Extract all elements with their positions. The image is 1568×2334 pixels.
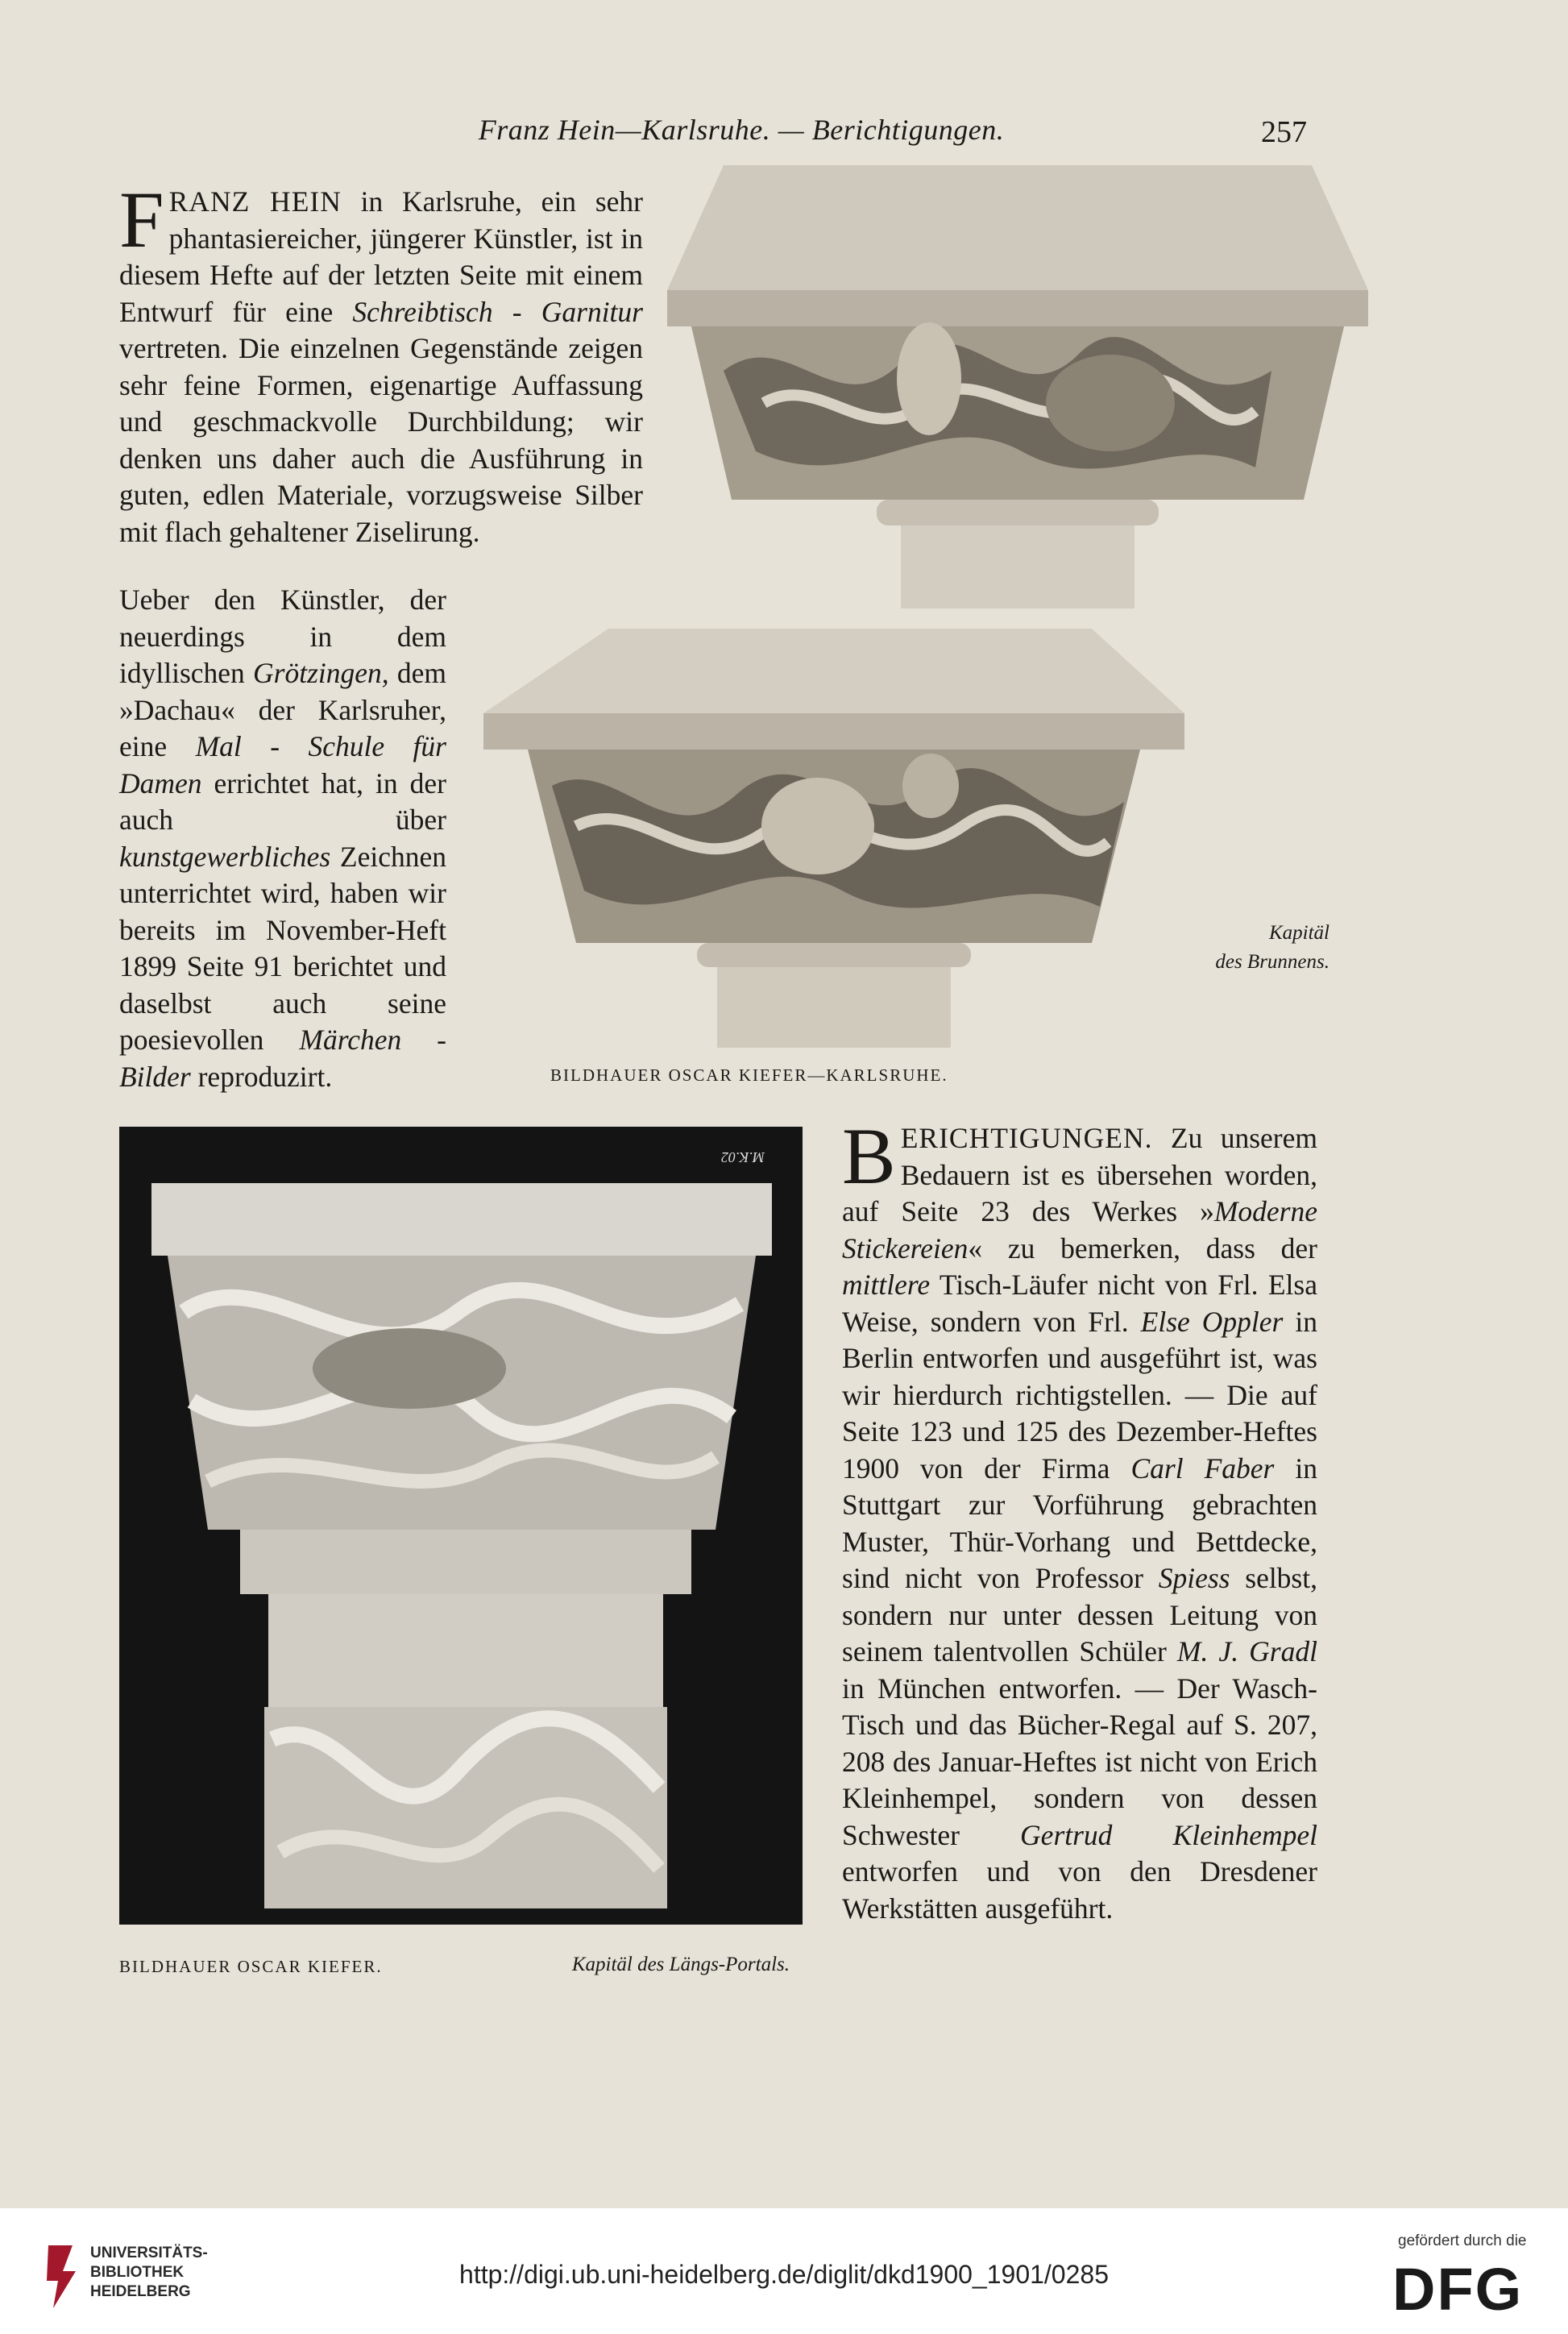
caption-artist-bottom: BILDHAUER OSCAR KIEFER. <box>119 1957 383 1976</box>
plate-mark: M.K.02 <box>721 1149 765 1165</box>
text-fragment: in Berlin entworfen und ausgeführt ist, was wir hierdurch richtigstellen. — Die auf Seite 123 und 125 des Dezember-Heftes 1900 von der Firma <box>842 1305 1317 1485</box>
text-fragment: entworfen und von den Dresdener Werkstätten ausgeführt. <box>842 1855 1317 1925</box>
dropcap-f: F <box>119 175 164 264</box>
text-fragment: in Stuttgart zur Vorführung gebrachten Muster, Thür-Vorhang und Bettdecke, sind nicht von Professor <box>842 1451 1317 1594</box>
lead-caps: ERICHTIGUNGEN. <box>900 1122 1153 1154</box>
article-hein-top <box>119 175 643 550</box>
emphasis-text: Spiess <box>1158 1562 1230 1594</box>
capital-photo-top <box>659 161 1376 608</box>
emphasis-text: kunstgewerbliches <box>119 840 331 873</box>
text-fragment: Ueber den Künstler, der neuerdings in dem idyllischen <box>119 584 446 689</box>
source-url-link[interactable]: http://digi.ub.uni-heidelberg.de/diglit/dkd1900_1901/0285 <box>459 2260 1109 2289</box>
dropcap-b: B <box>842 1111 896 1201</box>
text-fragment: « zu bemerken, dass der <box>968 1231 1317 1265</box>
text-fragment: Tisch-Läufer nicht von Frl. Elsa Weise, sondern von Frl. <box>842 1269 1317 1338</box>
text-fragment: reproduzirt. <box>190 1060 333 1093</box>
emphasis-text: Moderne Stickereien <box>842 1195 1317 1265</box>
running-title: Franz Hein—Karlsruhe. — Berichtigungen. <box>478 114 1005 146</box>
article-hein-bottom <box>119 582 446 1095</box>
funded-by-label: gefördert durch die <box>1398 2232 1527 2249</box>
capital-photo-middle <box>479 625 1188 1048</box>
library-name-line: UNIVERSITÄTS- <box>90 2245 208 2261</box>
library-name-line: BIBLIOTHEK <box>90 2264 185 2281</box>
dfg-logo: DFG <box>1392 2256 1524 2323</box>
text-fragment: dem »Dachau« der Karlsruher, eine <box>119 657 446 762</box>
text-fragment: Zeichnen unterrichtet wird, haben wir bereits im November-Heft 1899 Seite 91 berichtet und daselbst auch seine poesievollen <box>119 840 446 1056</box>
text-fragment: errichtet hat, in der auch über <box>119 766 446 836</box>
emphasis-text: mittlere <box>842 1269 931 1301</box>
page-number: 257 <box>1261 115 1307 149</box>
capital-photo-bottom <box>119 1127 803 1925</box>
lead-caps: RANZ HEIN <box>168 185 342 218</box>
caption-artist-middle: BILDHAUER OSCAR KIEFER—KARLSRUHE. <box>550 1065 948 1085</box>
text-fragment: Zu unserem Bedauern ist es übersehen worden, auf Seite 23 des Werkes » <box>842 1122 1317 1227</box>
emphasis-text: Schreibtisch - Garnitur <box>352 295 643 328</box>
emphasis-text: Gertrud Kleinhempel <box>1020 1818 1317 1851</box>
caption-line: Kapitäl <box>1268 922 1329 944</box>
caption-title-middle <box>1112 919 1329 977</box>
text-fragment: vertreten. Die einzelnen Gegenstände zeigen sehr feine Formen, eigenartige Auffassung und geschmackvolle Durchbildung; wir denken uns daher auch die Ausführung in guten, edlen Materiale, vorzugsweise Silber mit flach gehaltener Ziselirung. <box>119 332 643 548</box>
emphasis-text: Mal - Schule für Damen <box>119 730 446 799</box>
text-fragment: in Karlsruhe, ein sehr phantasiereicher, jüngerer Künstler, ist in diesem Hefte auf der letzten Seite mit einem Entwurf für eine <box>119 185 643 328</box>
caption-title-bottom: Kapitäl des Längs-Portals. <box>571 1954 790 1975</box>
emphasis-text: Else Oppler <box>1140 1305 1284 1338</box>
digitization-footer <box>0 2208 1568 2334</box>
caption-line: des Brunnens. <box>1215 951 1329 973</box>
text-fragment: in München entworfen. — Der Wasch-Tisch und das Bücher-Regal auf S. 207, 208 des Januar-Heftes ist nicht von Erich Kleinhempel, sondern von dessen Schwester <box>842 1672 1317 1851</box>
library-name-line: HEIDELBERG <box>90 2283 191 2300</box>
emphasis-text: Grötzingen, <box>253 657 389 689</box>
emphasis-text: Märchen - Bilder <box>119 1024 446 1093</box>
text-fragment: selbst, sondern nur unter dessen Leitung von seinem talentvollen Schüler <box>842 1562 1317 1667</box>
emphasis-text: M. J. Gradl <box>1176 1635 1317 1667</box>
article-berichtigungen <box>842 1111 1317 1927</box>
emphasis-text: Carl Faber <box>1130 1451 1275 1485</box>
